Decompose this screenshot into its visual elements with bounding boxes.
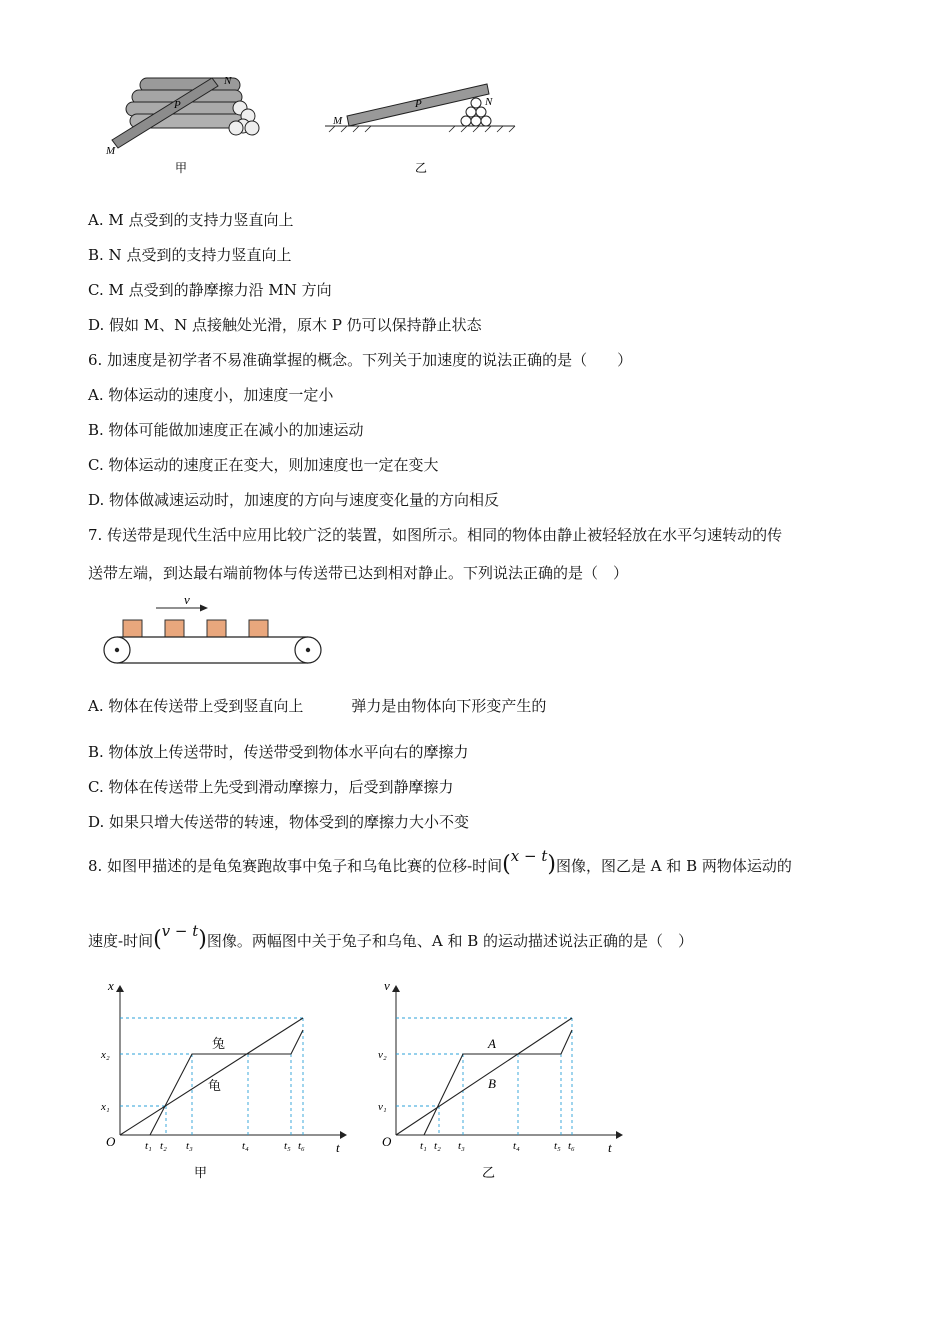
origin-label-right: O [382,1134,392,1149]
box-4 [249,620,268,637]
tick-t5-left: t₅ [284,1140,291,1152]
velocity-label: v [184,592,190,607]
q8-stem2-pre: 速度-时间 [88,932,154,950]
box-3 [207,620,226,637]
axis-label-x: x [108,978,114,993]
q6-option-a: A. 物体运动的速度小，加速度一定小 [88,386,334,404]
label-M-right: M [333,115,343,127]
label-A: A [488,1036,496,1051]
axis-label-v: v [384,978,390,993]
tick-t1-left: t₁ [145,1140,152,1152]
q6-option-b: B. 物体可能做加速度正在减小的加速运动 [88,421,364,439]
axis-label-t-left: t [336,1140,340,1155]
log-on-stack-figure-yi [325,70,525,180]
q6-option-c: C. 物体运动的速度正在变大，则加速度也一定在变大 [88,456,439,474]
q5-option-c: C. M 点受到的静摩擦力沿 MN 方向 [88,281,332,299]
label-M-left: M [106,145,116,157]
tick-t6-right: t₆ [568,1140,575,1152]
caption-jia-5: 甲 [175,161,188,175]
q5-option-a: A. M 点受到的支持力竖直向上 [88,211,294,229]
tick-t5-right: t₅ [554,1140,561,1152]
q8-stem-line2: 速度-时间(v − t)图像。两幅图中关于兔子和乌龟、A 和 B 的运动描述说法正确的是（ ） [88,922,694,952]
caption-jia-8: 甲 [194,1165,208,1180]
label-B: B [488,1076,496,1091]
q7-stem-line1: 7. 传送带是现代生活中应用比较广泛的装置，如图所示。相同的物体由静止被轻轻放在水平匀速转动的传 [88,526,783,544]
tick-t6-left: t₆ [298,1140,305,1152]
q5-option-b: B. N 点受到的支持力竖直向上 [88,246,292,264]
tick-t2-right: t₂ [434,1140,441,1152]
tick-t3-right: t₃ [458,1140,465,1152]
q6-option-d: D. 物体做减速运动时，加速度的方向与速度变化量的方向相反 [88,491,500,509]
graph-vt-yi [376,978,636,1178]
tick-x1: x₁ [101,1101,110,1113]
tick-t2-left: t₂ [160,1140,167,1152]
logs-figure-jia [100,68,300,178]
caption-yi-5: 乙 [415,161,428,175]
tick-t4-left: t₄ [242,1140,249,1152]
label-P-right: P [415,98,422,110]
caption-yi-8: 乙 [482,1165,496,1180]
tick-t1-right: t₁ [420,1140,427,1152]
tick-v1: v₁ [378,1101,387,1113]
q5-option-d: D. 假如 M、N 点接触处光滑，原木 P 仍可以保持静止状态 [88,316,482,334]
graph-xt-jia [100,978,360,1178]
q8-stem-line1: 8. 如图甲描述的是龟兔赛跑故事中兔子和乌龟比赛的位移-时间(x − t)图像，图乙是 A 和 B 两物体运动的 [88,847,792,877]
q7-option-a [88,696,546,716]
label-tortoise: 龟 [208,1078,222,1093]
box-1 [123,620,142,637]
q7-option-d: D. 如果只增大传送带的转速，物体受到的摩擦力大小不变 [88,813,470,831]
q7-option-c: C. 物体在传送带上先受到滑动摩擦力，后受到静摩擦力 [88,778,454,796]
q8-stem1-post: 图像，图乙是 A 和 B 两物体运动的 [555,857,792,875]
label-N-right: N [485,96,493,108]
q7-stem-line2: 送带左端，到达最右端前物体与传送带已达到相对静止。下列说法正确的是（ ） [88,564,629,582]
q7-option-a-part1: A. 物体在传送带上受到竖直向上 [88,697,304,715]
tick-v2: v₂ [378,1049,387,1061]
conveyor-belt-figure [98,592,338,672]
tick-t4-right: t₄ [513,1140,520,1152]
q7-option-a-part2: 弹力是由物体向下形变产生的 [351,697,547,715]
q8-stem1-pre: 8. 如图甲描述的是龟兔赛跑故事中兔子和乌龟比赛的位移-时间 [88,857,503,875]
label-hare: 兔 [212,1036,226,1051]
q8-stem1-math: x − t [510,847,548,865]
label-N-left: N [224,75,232,87]
q6-stem: 6. 加速度是初学者不易准确掌握的概念。下列关于加速度的说法正确的是（ ） [88,351,633,369]
tick-t3-left: t₃ [186,1140,193,1152]
tick-x2: x₂ [101,1049,110,1061]
box-2 [165,620,184,637]
q7-option-b: B. 物体放上传送带时，传送带受到物体水平向右的摩擦力 [88,743,469,761]
origin-label-left: O [106,1134,116,1149]
q8-stem2-math: v − t [161,922,199,940]
label-P-left: P [174,99,181,111]
q8-stem2-post: 图像。两幅图中关于兔子和乌龟、A 和 B 的运动描述说法正确的是（ ） [206,932,694,950]
axis-label-t-right: t [608,1140,612,1155]
